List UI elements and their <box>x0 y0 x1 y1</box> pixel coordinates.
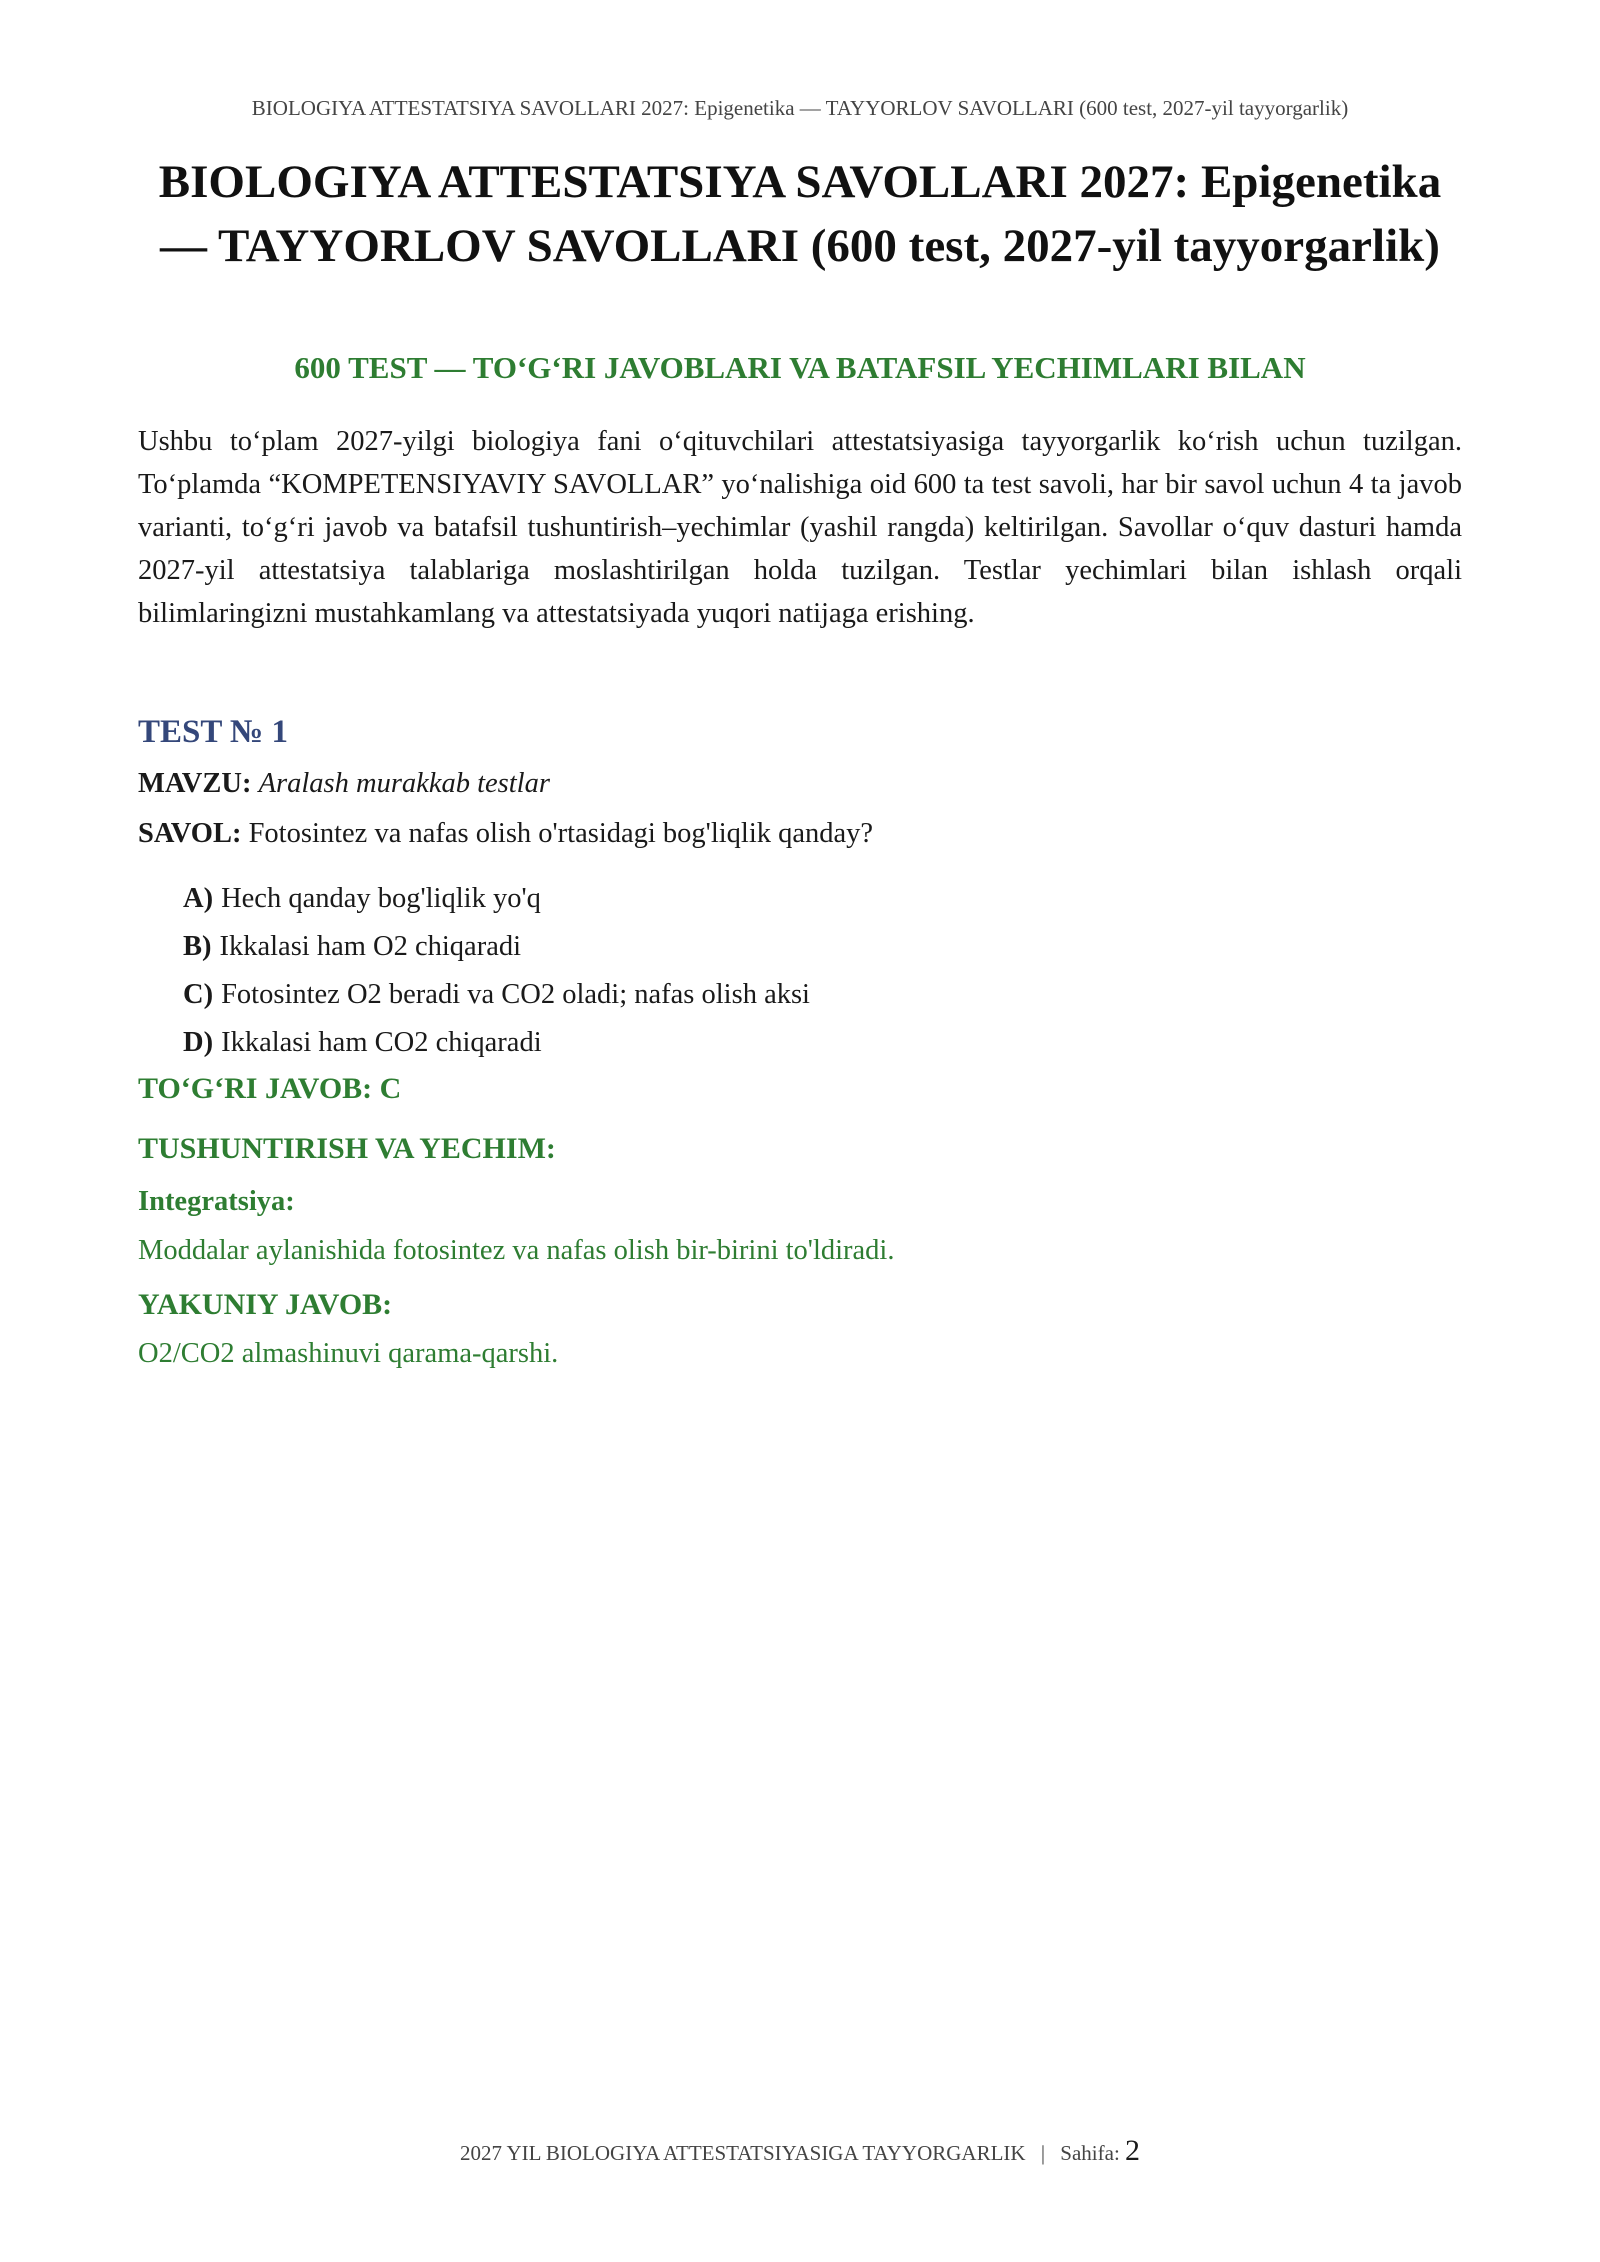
final-answer-text: O2/CO2 almashinuvi qarama-qarshi. <box>138 1338 559 1369</box>
option-text: Hech qanday bog'liqlik yo'q <box>221 883 541 914</box>
option-letter: A) <box>183 883 214 914</box>
option-letter: D) <box>183 1027 214 1058</box>
explanation-heading: TUSHUNTIRISH VA YECHIM: <box>138 1132 556 1165</box>
correct-answer: TO‘G‘RI JAVOB: C <box>138 1072 402 1105</box>
option-d <box>183 1019 810 1067</box>
page-number: 2 <box>1125 2134 1141 2167</box>
answer-options <box>183 875 810 1067</box>
question-text: Fotosintez va nafas olish o'rtasidagi bog'liqlik qanday? <box>248 818 874 849</box>
footer-text: 2027 YIL BIOLOGIYA ATTESTATSIYASIGA TAYYORGARLIK <box>459 2141 1026 2165</box>
intro-paragraph: Ushbu to‘plam 2027-yilgi biologiya fani o‘qituvchilari attestatsiyasiga tayyorgarlik ko‘rish uchun tuzilgan. To‘plamda “KOMPETENSIYAVIY SAVOLLAR” yo‘nalishiga oid 600 ta test savoli, har bir savol uchun 4 ta javob varianti, to‘g‘ri javob va batafsil tushuntirish–yechimlar (yashil rangda) keltirilgan. Savollar o‘quv dasturi hamda 2027-yil attestatsiya talablariga moslashtirilgan holda tuzilgan. Testlar yechimlari bilan ishlash orqali bilimlaringizni mustahkamlang va attestatsiyada yuqori natijaga erishing. <box>138 426 1462 629</box>
final-answer-label: YAKUNIY JAVOB: <box>138 1288 393 1321</box>
option-text: Ikkalasi ham CO2 chiqaradi <box>221 1027 542 1058</box>
page-label: Sahifa: <box>1060 2141 1120 2165</box>
option-c <box>183 971 810 1019</box>
option-letter: B) <box>183 931 212 962</box>
running-header: BIOLOGIYA ATTESTATSIYA SAVOLLARI 2027: Epigenetika — TAYYORLOV SAVOLLARI (600 test, 2027-yil tayyorgarlik) <box>251 96 1349 120</box>
document-subtitle: 600 TEST — TO‘G‘RI JAVOBLARI VA BATAFSIL YECHIMLARI BILAN <box>294 350 1306 385</box>
option-a <box>183 875 810 923</box>
question-label: SAVOL: <box>138 818 242 849</box>
footer-separator: | <box>1040 2141 1046 2165</box>
topic-value: Aralash murakkab testlar <box>258 768 550 799</box>
question-line <box>138 818 873 850</box>
topic-label: MAVZU: <box>138 768 252 799</box>
document-title: BIOLOGIYA ATTESTATSIYA SAVOLLARI 2027: Epigenetika — TAYYORLOV SAVOLLARI (600 test, 2027-yil tayyorgarlik) <box>158 156 1442 272</box>
topic-line <box>138 768 550 800</box>
test-title: TEST № 1 <box>138 714 288 750</box>
option-b <box>183 923 810 971</box>
option-text: Ikkalasi ham O2 chiqaradi <box>219 931 522 962</box>
integration-text: Moddalar aylanishida fotosintez va nafas olish bir-birini to'ldiradi. <box>138 1235 895 1266</box>
option-letter: C) <box>183 979 214 1010</box>
integration-label: Integratsiya: <box>138 1186 295 1217</box>
option-text: Fotosintez O2 beradi va CO2 oladi; nafas olish aksi <box>221 979 810 1010</box>
page-footer <box>0 2134 1600 2168</box>
